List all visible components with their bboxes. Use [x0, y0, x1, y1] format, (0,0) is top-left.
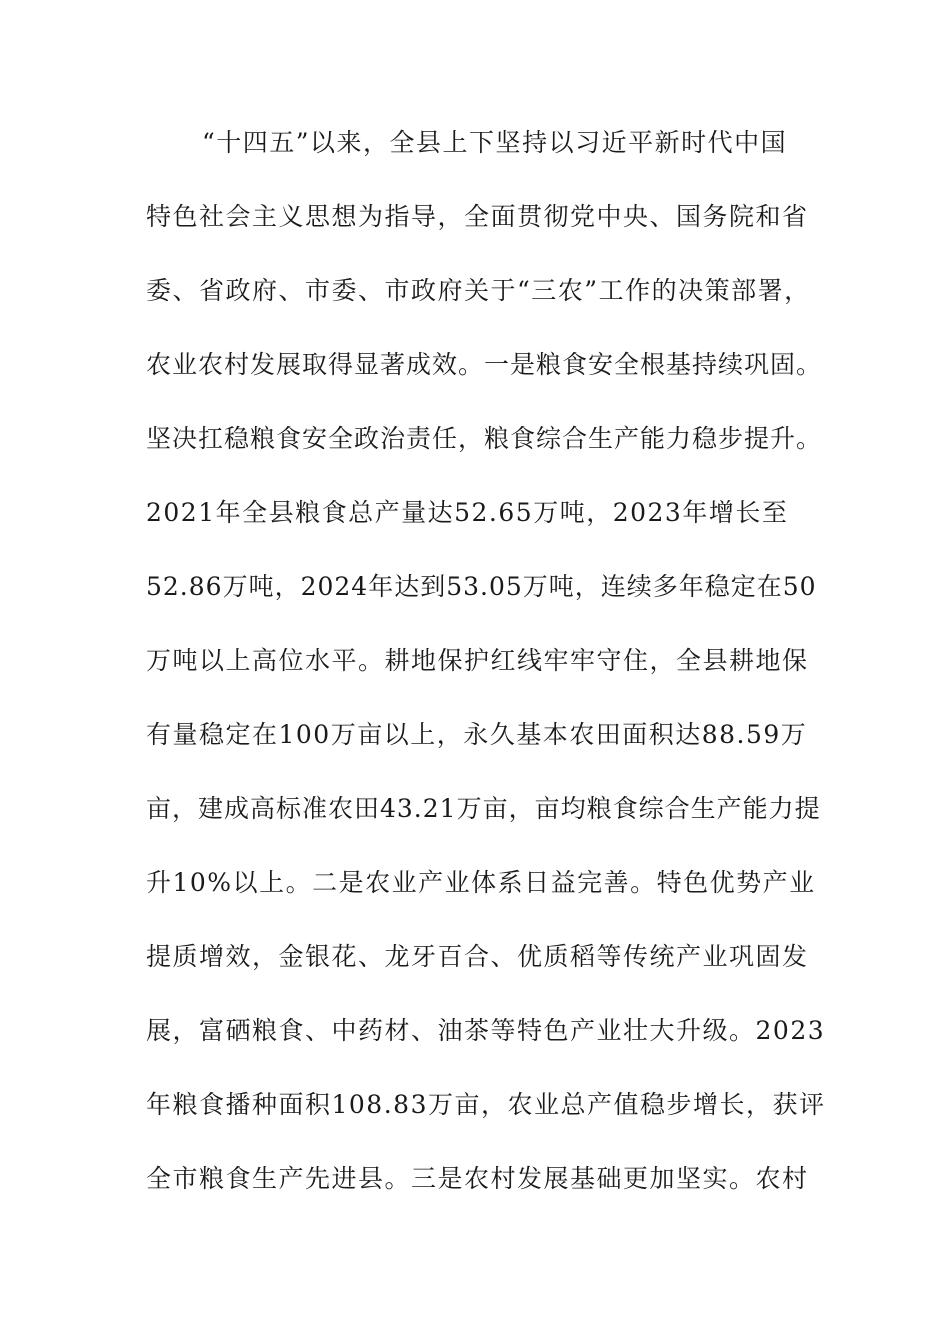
text-line-9: 有量稳定在100万亩以上，永久基本农田面积达88.59万 [146, 720, 808, 749]
text-line-15: 全市粮食生产先进县。三是农村发展基础更加坚实。农村 [146, 1164, 809, 1193]
text-line-8: 万吨以上高位水平。耕地保护红线牢牢守住，全县耕地保 [146, 646, 809, 675]
text-line-14: 年粮食播种面积108.83万亩，农业总产值稳步增长，获评 [146, 1090, 826, 1119]
text-line-6: 2021年全县粮食总产量达52.65万吨，2023年增长至 [146, 498, 789, 527]
text-line-12: 提质增效，金银花、龙牙百合、优质稻等传统产业巩固发 [146, 942, 809, 971]
text-line-5: 坚决扛稳粮食安全政治责任，粮食综合生产能力稳步提升。 [146, 424, 823, 453]
text-line-4: 农业农村发展取得显著成效。一是粮食安全根基持续巩固。 [146, 350, 823, 379]
text-line-11: 升10%以上。二是农业产业体系日益完善。特色优势产业 [146, 868, 816, 897]
text-line-2: 特色社会主义思想为指导，全面贯彻党中央、国务院和省 [146, 202, 809, 231]
text-line-3: 委、省政府、市委、市政府关于“三农”工作的决策部署， [146, 276, 811, 305]
text-line-7: 52.86万吨，2024年达到53.05万吨，连续多年稳定在50 [146, 572, 817, 601]
text-line-10: 亩，建成高标准农田43.21万亩，亩均粮食综合生产能力提 [146, 794, 821, 823]
text-line-13: 展，富硒粮食、中药材、油茶等特色产业壮大升级。2023 [146, 1016, 826, 1045]
text-line-1: “十四五”以来，全县上下坚持以习近平新时代中国 [202, 128, 788, 157]
body-paragraph [146, 118, 826, 1228]
